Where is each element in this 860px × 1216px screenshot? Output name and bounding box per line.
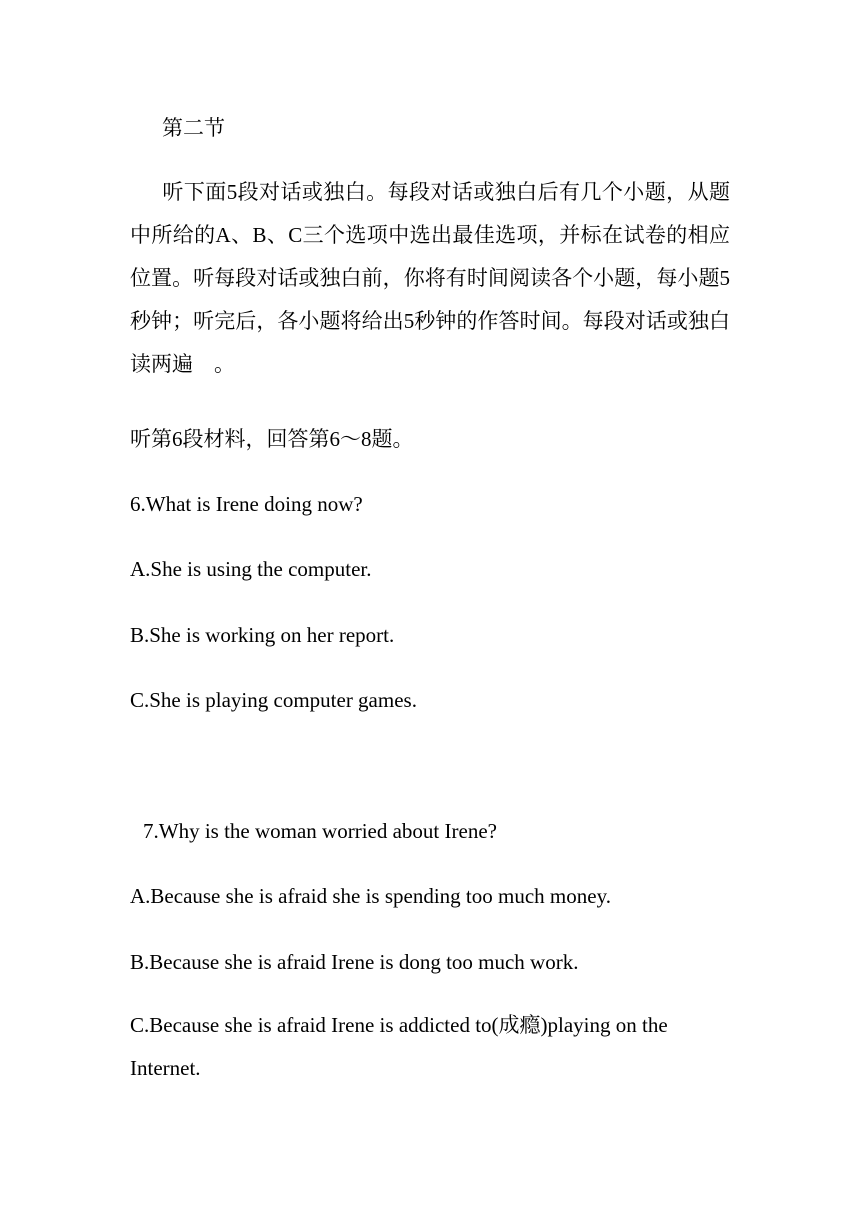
material-intro: 听第6段材料，回答第6～8题。: [130, 427, 414, 451]
section-heading: 第二节: [162, 116, 225, 140]
question-option: C.Because she is afraid Irene is addicted to(成瘾)playing on the Internet.: [130, 1013, 668, 1080]
question-option: A.She is using the computer.: [130, 557, 372, 581]
instructions-text: 听下面5段对话或独白。每段对话或独白后有几个小题，从题中所给的A、B、C三个选项中选出最佳选项，并标在试卷的相应位置。听每段对话或独白前，你将有时间阅读各个小题，每小题5秒钟；听完后，各小题将给出5秒钟的作答时间。每段对话或独白读两遍 。: [130, 180, 730, 376]
instructions-paragraph: [130, 171, 730, 386]
question-stem: 7.Why is the woman worried about Irene?: [143, 819, 497, 843]
question-stem: 6.What is Irene doing now?: [130, 492, 363, 516]
question-option: C.She is playing computer games.: [130, 688, 417, 712]
question-option: A.Because she is afraid she is spending too much money.: [130, 884, 611, 908]
question-option: B.She is working on her report.: [130, 623, 395, 647]
question-option: B.Because she is afraid Irene is dong too much work.: [130, 950, 579, 974]
